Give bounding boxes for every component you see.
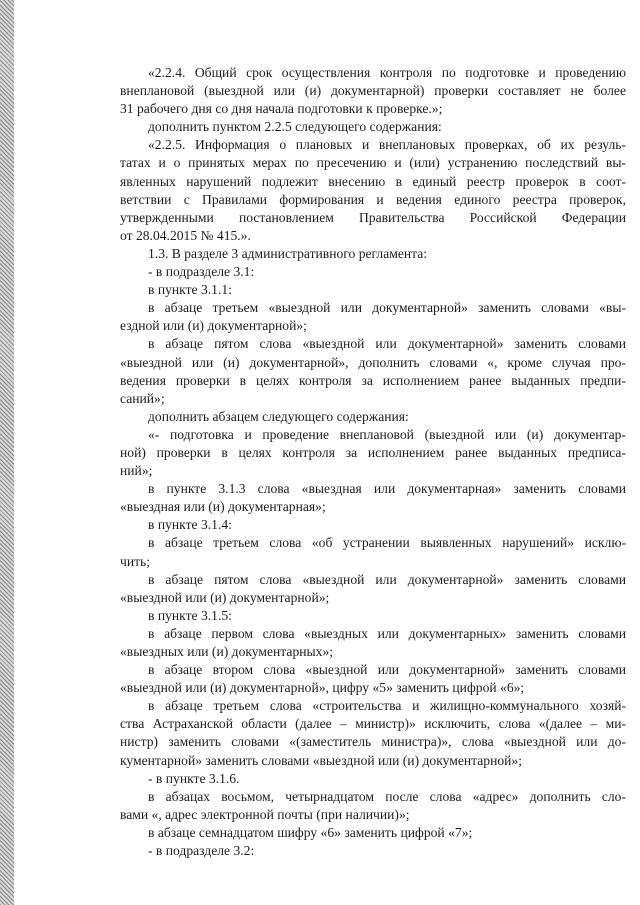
- text-line: «выездной или (и) документарной», цифру «5» заменить цифрой «6»;: [120, 680, 525, 696]
- paragraph: [120, 625, 626, 661]
- text-line: внеплановой (выездной или (и) документарной) проверки составляет не более: [120, 83, 626, 99]
- text-line: в абзацах восьмом, четырнадцатом после слова «адрес» дополнить сло-: [148, 788, 626, 804]
- text-line: кументарной» заменить словами «выездной или (и) документарной»;: [120, 752, 523, 768]
- paragraph: [148, 824, 626, 842]
- paragraph: [120, 697, 626, 769]
- document-page: [120, 64, 626, 860]
- text-line: в абзаце семнадцатом шифру «6» заменить цифрой «7»;: [148, 824, 473, 840]
- text-line: «выездная или (и) документарная»;: [120, 499, 326, 515]
- paragraph: [120, 661, 626, 697]
- paragraph: [120, 788, 626, 824]
- text-line: дополнить пунктом 2.2.5 следующего содержания:: [148, 119, 442, 135]
- text-line: - в подразделе 3.1:: [148, 264, 255, 280]
- paragraph: [120, 480, 626, 516]
- text-line: от 28.04.2015 № 415.».: [120, 227, 251, 243]
- text-line: дополнить абзацем следующего содержания:: [148, 408, 409, 424]
- text-line: в абзаце пятом слова «выездной или документарной» заменить словами: [148, 336, 626, 352]
- paragraph: [148, 245, 626, 263]
- paragraph: [120, 64, 626, 118]
- text-line: в абзаце третьем «выездной или документарной» заменить словами «вы-: [148, 300, 626, 316]
- text-line: «выездной или (и) документарной»;: [120, 589, 330, 605]
- paragraph: [120, 299, 626, 335]
- text-line: «выездных или (и) документарных»;: [120, 644, 334, 659]
- text-line: утвержденными постановлением Правительства Российской Федерации: [120, 209, 626, 225]
- paragraph: [148, 607, 626, 625]
- text-line: в пункте 3.1.4:: [148, 517, 232, 533]
- text-line: 31 рабочего дня со дня начала подготовки к проверке.»;: [120, 101, 443, 117]
- text-line: в пункте 3.1.1:: [148, 282, 232, 298]
- text-line: саний»;: [120, 390, 165, 406]
- text-line: - в пункте 3.1.6.: [148, 770, 240, 786]
- paragraph: [148, 408, 626, 426]
- text-line: чить;: [120, 553, 151, 569]
- text-line: ства Астраханской области (далее – министр)» исключить, слова «(далее – ми-: [120, 716, 626, 732]
- text-line: в абзаце третьем слова «строительства и жилищно-коммунального хозяй-: [148, 698, 626, 714]
- text-line: «выездной или (и) документарной», дополнить словами «, кроме случая про-: [120, 354, 626, 370]
- text-line: в пункте 3.1.3 слова «выездная или документарная» заменить словами: [148, 481, 626, 497]
- paragraph: [148, 516, 626, 534]
- text-line: «2.2.5. Информация о плановых и внеплановых проверках, об их резуль-: [148, 137, 626, 153]
- scan-border: [0, 0, 14, 905]
- text-line: в абзаце третьем слова «об устранении выявленных нарушений» исклю-: [148, 535, 626, 551]
- text-line: «- подготовка и проведение внеплановой (выездной или (и) документар-: [148, 426, 626, 442]
- paragraph: [148, 281, 626, 299]
- paragraph: [120, 534, 626, 570]
- text-line: нистр) заменить словами «(заместитель министра)», слова «выездной или до-: [120, 734, 626, 750]
- text-line: явленных нарушений подлежит внесению в единый реестр проверок в соот-: [120, 173, 626, 189]
- paragraph: [148, 118, 626, 136]
- text-line: ездной или (и) документарной»;: [120, 318, 307, 334]
- paragraph: [120, 426, 626, 480]
- text-line: ведения проверки в целях контроля за исполнением ранее выданных предпи-: [120, 372, 626, 388]
- text-line: ний»;: [120, 463, 153, 479]
- paragraph: [148, 842, 626, 860]
- text-line: в пункте 3.1.5:: [148, 607, 232, 623]
- text-line: в абзаце пятом слова «выездной или документарной» заменить словами: [148, 571, 626, 587]
- paragraph: [120, 136, 626, 245]
- paragraph: [120, 335, 626, 407]
- text-line: в абзаце первом слова «выездных или документарных» заменить словами: [148, 625, 626, 641]
- text-line: вами «, адрес электронной почты (при наличии)»;: [120, 806, 410, 822]
- text-line: в абзаце втором слова «выездной или документарной» заменить словами: [148, 662, 626, 678]
- paragraph: [120, 571, 626, 607]
- text-line: - в подразделе 3.2:: [148, 843, 255, 859]
- paragraph: [148, 770, 626, 788]
- text-line: 1.3. В разделе 3 административного регламента:: [148, 245, 428, 261]
- text-line: «2.2.4. Общий срок осуществления контроля по подготовке и проведению: [148, 65, 626, 80]
- text-line: ветствии с Правилами формирования и ведения единого реестра проверок,: [120, 191, 626, 207]
- paragraph: [148, 263, 626, 281]
- text-line: татах и о принятых мерах по пресечению и (или) устранению последствий вы-: [120, 155, 626, 171]
- text-line: ной) проверки в целях контроля за исполнением ранее выданных предписа-: [120, 444, 626, 460]
